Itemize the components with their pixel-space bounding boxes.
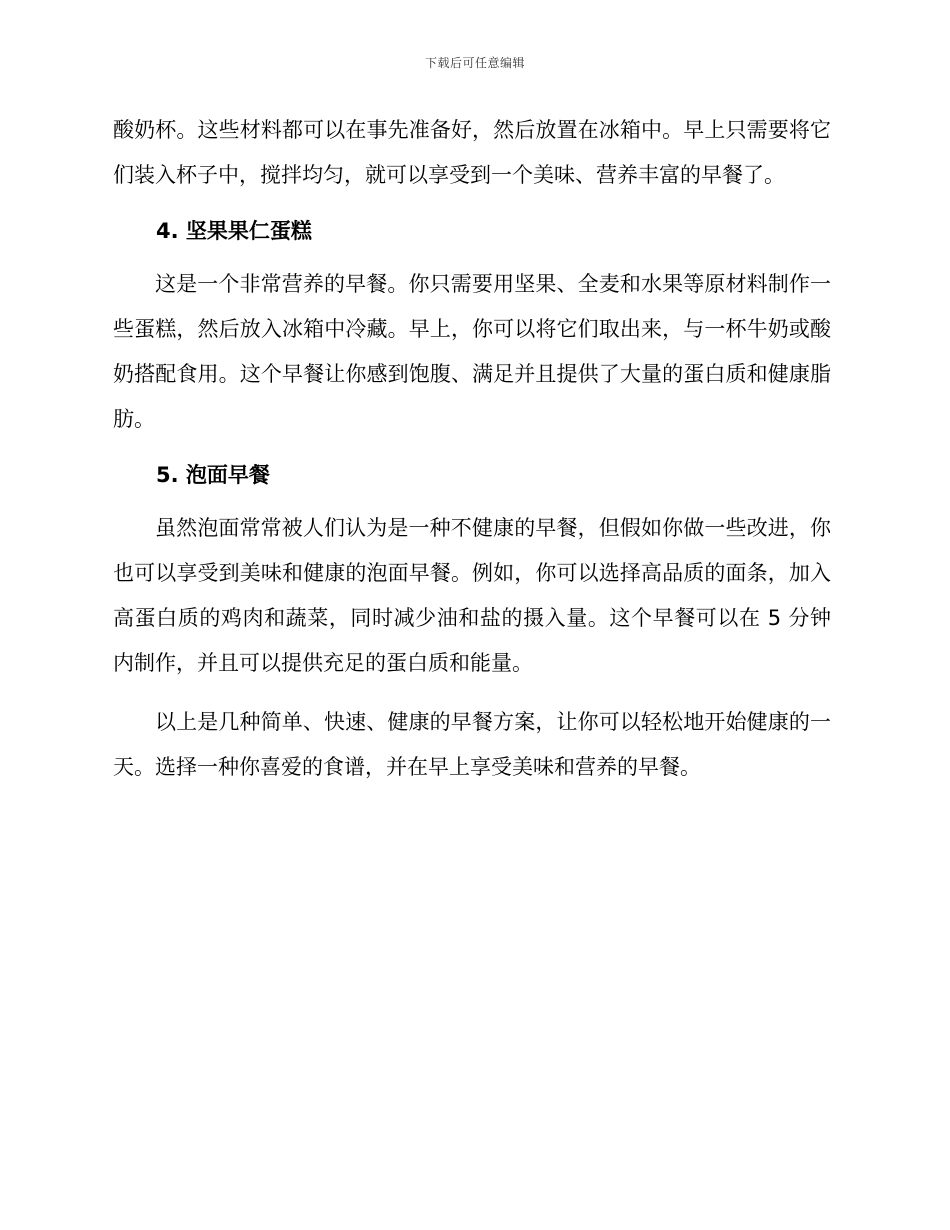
section-4-paragraph: 这是一个非常营养的早餐。你只需要用坚果、全麦和水果等原材料制作一些蛋糕，然后放入冰箱中冷藏。早上，你可以将它们取出来，与一杯牛奶或酸奶搭配食用。这个早餐让你感到饱腹、满足并且提供了大量的蛋白质和健康脂肪。 xyxy=(113,272,831,431)
intro-continuation-paragraph: 酸奶杯。这些材料都可以在事先准备好，然后放置在冰箱中。早上只需要将它们装入杯子中，搅拌均匀，就可以享受到一个美味、营养丰富的早餐了。 xyxy=(113,118,831,187)
section-4-heading: 4. 坚果果仁蛋糕 xyxy=(156,219,312,243)
section-5-paragraph: 虽然泡面常常被人们认为是一种不健康的早餐，但假如你做一些改进，你也可以享受到美味和健康的泡面早餐。例如，你可以选择高品质的面条，加入高蛋白质的鸡肉和蔬菜，同时减少油和盐的摄入量。这个早餐可以在 5 分钟内制作，并且可以提供充足的蛋白质和能量。 xyxy=(113,516,831,675)
document-body xyxy=(113,108,831,790)
running-header: 下载后可任意编辑 xyxy=(424,56,525,70)
section-5-heading: 5. 泡面早餐 xyxy=(156,463,270,487)
conclusion-paragraph: 以上是几种简单、快速、健康的早餐方案，让你可以轻松地开始健康的一天。选择一种你喜爱的食谱，并在早上享受美味和营养的早餐。 xyxy=(113,710,831,779)
